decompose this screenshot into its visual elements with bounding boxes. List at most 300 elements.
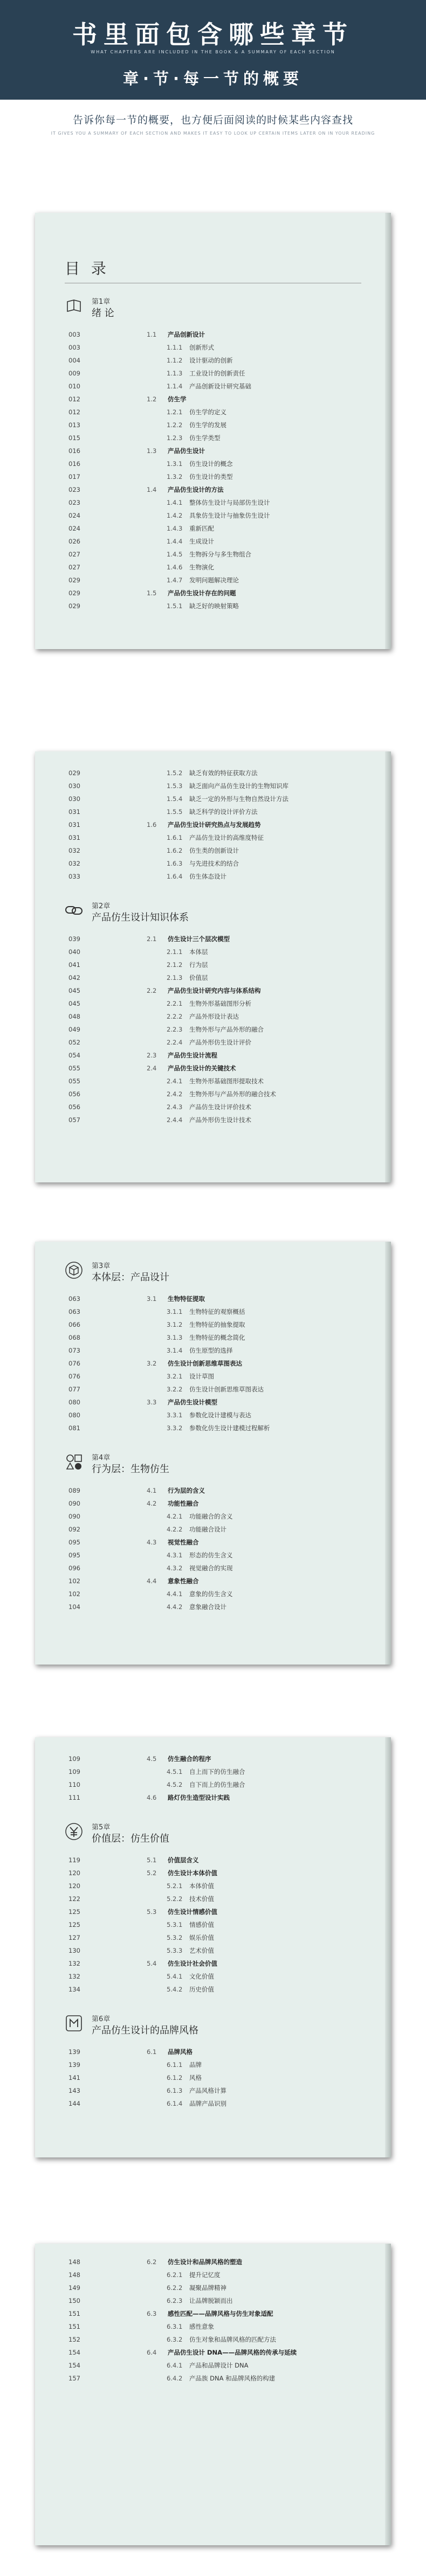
section-number: 1.5.1 (167, 602, 183, 610)
section-number: 4.3.1 (167, 1551, 183, 1559)
section-number: 1.1 (147, 331, 157, 338)
toc-subsection-row (68, 431, 359, 444)
chapter-title: 产品仿生设计知识体系 (92, 912, 189, 923)
chapter-title: 产品仿生设计的品牌风格 (92, 2025, 198, 2036)
section-number: 6.1.4 (167, 2100, 183, 2107)
section-title: 品牌风格 (168, 2048, 193, 2056)
page-number: 109 (68, 1755, 80, 1763)
page-number: 152 (68, 2336, 80, 2343)
section-number: 1.5.3 (167, 782, 183, 790)
page-number: 149 (68, 2284, 80, 2292)
toc-section-row (68, 587, 359, 600)
section-title: 产品仿生设计流程 (168, 1052, 217, 1059)
section-title: 让品牌脱颖而出 (189, 2297, 233, 2305)
section-number: 3.1.1 (167, 1308, 183, 1315)
section-number: 5.2.2 (167, 1895, 183, 1903)
page-number: 096 (68, 1564, 80, 1572)
section-title: 产品创新设计 (168, 331, 205, 338)
page-number: 119 (68, 1856, 80, 1864)
section-number: 5.4 (147, 1960, 157, 1967)
section-number: 4.3.2 (167, 1564, 183, 1572)
section-number: 1.4.1 (167, 499, 183, 506)
chapter-number: 第3章 (92, 1262, 111, 1270)
section-number: 6.2 (147, 2258, 157, 2266)
section-title: 产品仿生设计研究热点与发展趋势 (168, 821, 261, 829)
toc-subsection-row (68, 457, 359, 470)
section-number: 4.4.2 (167, 1603, 183, 1611)
section-number: 5.3.2 (167, 1934, 183, 1941)
section-number: 5.4.2 (167, 1986, 183, 1993)
page-number: 023 (68, 486, 80, 493)
page-number: 063 (68, 1308, 80, 1315)
page-number: 109 (68, 1768, 80, 1776)
section-number: 1.1.3 (167, 370, 183, 377)
section-title: 产品外形仿生设计评价 (189, 1039, 251, 1046)
page-number: 154 (68, 2362, 80, 2369)
page-number: 040 (68, 948, 80, 956)
page-number: 139 (68, 2061, 80, 2069)
toc-section-row (68, 1854, 359, 1867)
page-number: 089 (68, 1487, 80, 1494)
page-number: 049 (68, 1026, 80, 1033)
toc-subsection-row (68, 870, 359, 883)
page-number: 150 (68, 2297, 80, 2305)
toc-subsection-row (68, 1305, 359, 1318)
section-number: 5.3 (147, 1908, 157, 1916)
section-title: 产品风格计算 (189, 2087, 226, 2094)
section-title: 自下而上的仿生融合 (189, 1781, 245, 1788)
page-number: 029 (68, 769, 80, 777)
page-number: 012 (68, 395, 80, 403)
toc-section-row (68, 1867, 359, 1879)
toc-subsection-row (68, 1101, 359, 1113)
section-title: 参数化仿生设计建模过程解析 (189, 1424, 270, 1432)
section-number: 1.4.5 (167, 551, 183, 558)
section-title: 缺乏科学的设计评价方法 (189, 808, 258, 816)
section-title: 产品仿生设计研究内容与体系结构 (168, 987, 261, 994)
header-banner (0, 0, 426, 100)
section-title: 产品和品牌设计 DNA (189, 2362, 249, 2369)
cube-icon (65, 1261, 83, 1279)
section-number: 1.6.1 (167, 834, 183, 841)
toc-subsection-row (68, 1983, 359, 1996)
toc-section-row (68, 2045, 359, 2058)
toc-subsection-row (68, 997, 359, 1010)
intro-english: IT GIVES YOU A SUMMARY OF EACH SECTION AND MAKES IT EASY TO LOOK UP CERTAIN ITEMS LATER ON IN YOUR READING (51, 131, 375, 136)
toc-subsection-row (68, 535, 359, 548)
section-number: 6.1.2 (167, 2074, 183, 2081)
toc-section-row (68, 984, 359, 997)
section-number: 1.5 (147, 589, 157, 597)
toc-subsection-row (68, 2097, 359, 2110)
section-title: 设计驱动的创新 (189, 357, 233, 364)
book-page-2 (35, 751, 391, 1182)
page-number: 102 (68, 1590, 80, 1598)
section-number: 1.2.3 (167, 434, 183, 442)
section-number: 3.2 (147, 1360, 157, 1367)
section-title: 形态的仿生含义 (189, 1551, 233, 1559)
toc-subsection-row (68, 354, 359, 367)
section-number: 2.3 (147, 1052, 157, 1059)
page-number: 125 (68, 1921, 80, 1928)
chapter-number: 第1章 (92, 298, 111, 306)
toc-subsection-row (68, 522, 359, 535)
page-title: 书里面包含哪些章节 (72, 20, 354, 49)
value-icon (65, 1822, 83, 1841)
toc-subsection-row (68, 945, 359, 958)
toc-section-row (68, 1536, 359, 1549)
toc-subsection-row (68, 1970, 359, 1983)
toc-subsection-row (68, 2058, 359, 2071)
section-number: 2.4.4 (167, 1116, 183, 1124)
section-title: 生物特征的观察概括 (189, 1308, 245, 1315)
toc-subsection-row (68, 1023, 359, 1036)
toc-subsection-row (68, 779, 359, 792)
section-title: 情感价值 (189, 1921, 214, 1928)
section-number: 6.2.2 (167, 2284, 183, 2292)
toc-section-row (68, 328, 359, 341)
section-title: 产品仿生设计存在的问题 (168, 589, 236, 597)
section-number: 6.1.3 (167, 2087, 183, 2094)
page-number: 151 (68, 2323, 80, 2330)
section-title: 价值层含义 (168, 1856, 199, 1864)
toc-subsection-row (68, 1370, 359, 1383)
section-title: 生物外形基础图形分析 (189, 1000, 251, 1007)
section-title: 文化价值 (189, 1973, 214, 1980)
toc-section-row (68, 2255, 359, 2268)
toc-section-row (68, 1357, 359, 1370)
chapter-title: 本体层：产品设计 (92, 1272, 169, 1283)
section-number: 2.1.2 (167, 961, 183, 969)
page-number: 004 (68, 357, 80, 364)
page-number: 016 (68, 460, 80, 468)
page-number: 120 (68, 1882, 80, 1890)
section-number: 2.2.2 (167, 1013, 183, 1020)
section-number: 2.2.1 (167, 1000, 183, 1007)
page-number: 066 (68, 1321, 80, 1328)
section-title: 缺乏有效的特征获取方法 (189, 769, 258, 777)
toc-subsection-row (68, 470, 359, 483)
section-title: 产品仿生设计的方法 (168, 486, 224, 493)
section-title: 路灯仿生造型设计实践 (168, 1794, 230, 1801)
toc-section-row (68, 483, 359, 496)
chapter-number: 第2章 (92, 902, 111, 910)
page-number: 026 (68, 538, 80, 545)
page-number: 045 (68, 1000, 80, 1007)
section-title: 缺乏好的映射策略 (189, 602, 239, 610)
toc-list (68, 1854, 359, 1996)
page-number: 056 (68, 1103, 80, 1111)
toc-section-row (68, 1957, 359, 1970)
toc-subsection-row (68, 1600, 359, 1613)
toc-section-row (68, 1062, 359, 1075)
section-title: 整体仿生设计与局部仿生设计 (189, 499, 270, 506)
section-number: 2.4.3 (167, 1103, 183, 1111)
section-number: 4.5.2 (167, 1781, 183, 1788)
section-title: 缺乏面向产品仿生设计的生物知识库 (189, 782, 288, 790)
toc-section-row (68, 1905, 359, 1918)
page-number: 033 (68, 873, 80, 880)
page-number: 144 (68, 2100, 80, 2107)
page-number: 031 (68, 834, 80, 841)
toc-subsection-row (68, 2372, 359, 2385)
toc-subsection-row (68, 1510, 359, 1523)
chapter-header (65, 1819, 345, 1846)
section-number: 1.4.4 (167, 538, 183, 545)
page-number: 076 (68, 1360, 80, 1367)
page-number: 039 (68, 935, 80, 943)
page-number: 015 (68, 434, 80, 442)
page-number: 055 (68, 1064, 80, 1072)
page-number: 090 (68, 1513, 80, 1520)
toc-subsection-row (68, 2281, 359, 2294)
section-number: 5.2.1 (167, 1882, 183, 1890)
toc-list (68, 2045, 359, 2110)
section-title: 意象性融合 (168, 1577, 199, 1585)
section-number: 3.1 (147, 1295, 157, 1303)
section-number: 4.2.1 (167, 1513, 183, 1520)
page-number: 029 (68, 589, 80, 597)
section-number: 4.4 (147, 1577, 157, 1585)
section-number: 2.1.3 (167, 974, 183, 981)
section-title: 行为层 (189, 961, 208, 969)
toc-section-row (68, 1752, 359, 1765)
section-number: 1.5.4 (167, 795, 183, 803)
section-title: 产品仿生设计评价技术 (189, 1103, 251, 1111)
page-number: 029 (68, 576, 80, 584)
section-number: 3.3.2 (167, 1424, 183, 1432)
page-number: 016 (68, 447, 80, 455)
section-number: 6.4 (147, 2349, 157, 2356)
section-number: 6.1.1 (167, 2061, 183, 2069)
section-title: 生物外形基础图形提取技术 (189, 1077, 264, 1085)
page-number: 143 (68, 2087, 80, 2094)
section-number: 3.2.1 (167, 1373, 183, 1380)
page-number: 012 (68, 408, 80, 416)
page-number: 032 (68, 860, 80, 867)
page-number: 104 (68, 1603, 80, 1611)
section-title: 发明问题解决理论 (189, 576, 239, 584)
section-title: 仿生体态设计 (189, 873, 226, 880)
section-title: 产品仿生设计 DNA——品牌风格的传承与延续 (168, 2349, 297, 2356)
section-number: 5.3.3 (167, 1947, 183, 1954)
toc-subsection-row (68, 958, 359, 971)
section-number: 1.2.2 (167, 421, 183, 429)
toc-subsection-row (68, 2084, 359, 2097)
section-number: 4.5.1 (167, 1768, 183, 1776)
toc-subsection-row (68, 1778, 359, 1791)
toc-section-row (68, 1575, 359, 1588)
section-title: 生物拆分与多生物组合 (189, 551, 251, 558)
page-number: 157 (68, 2375, 80, 2382)
section-title: 仿生学的定义 (189, 408, 226, 416)
section-title: 风格 (189, 2074, 202, 2081)
section-title: 产品族 DNA 和品牌风格的构建 (189, 2375, 276, 2382)
page-number: 010 (68, 382, 80, 390)
page-number: 130 (68, 1947, 80, 1954)
section-title: 仿生设计的类型 (189, 473, 233, 481)
section-title: 产品仿生设计的关键技术 (168, 1064, 236, 1072)
page-number: 017 (68, 473, 80, 481)
page-number: 031 (68, 821, 80, 829)
section-number: 1.3.1 (167, 460, 183, 468)
section-title: 重新匹配 (189, 525, 214, 532)
section-title: 仿生对象和品牌风格的匹配方法 (189, 2336, 276, 2343)
toc-subsection-row (68, 509, 359, 522)
page-number: 057 (68, 1116, 80, 1124)
section-number: 5.4.1 (167, 1973, 183, 1980)
section-title: 产品外形设计表达 (189, 1013, 239, 1020)
toc-heading: 目 录 (65, 260, 109, 277)
section-number: 2.4.1 (167, 1077, 183, 1085)
toc-subsection-row (68, 2320, 359, 2333)
toc-subsection-row (68, 1331, 359, 1344)
toc-subsection-row (68, 1383, 359, 1396)
section-number: 3.3 (147, 1398, 157, 1406)
section-number: 4.2.2 (167, 1526, 183, 1533)
section-title: 生物外形与产品外形的融合技术 (189, 1090, 276, 1098)
section-number: 1.1.1 (167, 344, 183, 351)
page-number: 120 (68, 1869, 80, 1877)
page-number: 031 (68, 808, 80, 816)
section-number: 6.1 (147, 2048, 157, 2056)
page-number: 132 (68, 1973, 80, 1980)
page-number: 141 (68, 2074, 80, 2081)
section-title: 历史价值 (189, 1986, 214, 1993)
toc-list (68, 1484, 359, 1613)
toc-subsection-row (68, 341, 359, 354)
section-number: 6.4.2 (167, 2375, 183, 2382)
toc-section-row (68, 2307, 359, 2320)
toc-subsection-row (68, 548, 359, 561)
section-number: 2.2.4 (167, 1039, 183, 1046)
page-number: 048 (68, 1013, 80, 1020)
section-title: 生成设计 (189, 538, 214, 545)
section-title: 仿生设计创新思维草图表达 (189, 1386, 264, 1393)
page-number: 148 (68, 2271, 80, 2279)
page-number: 029 (68, 602, 80, 610)
section-title: 工业设计的创新责任 (189, 370, 245, 377)
section-title: 提升记忆度 (189, 2271, 221, 2279)
section-title: 产品外形仿生设计技术 (189, 1116, 251, 1124)
page-number: 073 (68, 1347, 80, 1354)
section-number: 1.6 (147, 821, 157, 829)
chapter-title: 行为层：生物仿生 (92, 1464, 169, 1475)
section-number: 1.5.5 (167, 808, 183, 816)
section-title: 生物外形与产品外形的融合 (189, 1026, 264, 1033)
section-title: 与先进技术的结合 (189, 860, 239, 867)
page-number: 095 (68, 1538, 80, 1546)
section-number: 5.2 (147, 1869, 157, 1877)
section-title: 功能融合的含义 (189, 1513, 233, 1520)
section-title: 生物特征的概念简化 (189, 1334, 245, 1341)
chapter-number: 第6章 (92, 2015, 111, 2023)
section-number: 4.6 (147, 1794, 157, 1801)
section-title: 价值层 (189, 974, 208, 981)
section-title: 仿生设计本体价值 (168, 1869, 217, 1877)
book-page-3 (35, 1242, 391, 1665)
page-number: 027 (68, 563, 80, 571)
section-title: 品牌 (189, 2061, 202, 2069)
intro-text: 告诉你每一节的概要，也方便后面阅读的时候某些内容查找 (72, 114, 353, 126)
section-title: 自上而下的仿生融合 (189, 1768, 245, 1776)
section-number: 1.4.7 (167, 576, 183, 584)
toc-section-row (68, 932, 359, 945)
section-title: 行为层的含义 (168, 1487, 205, 1494)
section-number: 5.3.1 (167, 1921, 183, 1928)
toc-subsection-row (68, 1088, 359, 1101)
toc-subsection-row (68, 792, 359, 805)
toc-subsection-row (68, 574, 359, 587)
toc-list (68, 932, 359, 1126)
toc-section-row (68, 1484, 359, 1497)
section-number: 1.1.4 (167, 382, 183, 390)
section-number: 1.6.3 (167, 860, 183, 867)
toc-subsection-row (68, 1318, 359, 1331)
section-number: 4.3 (147, 1538, 157, 1546)
page-number: 030 (68, 795, 80, 803)
section-title: 参数化设计建模与表达 (189, 1411, 251, 1419)
section-title: 仿生设计创新思维草图表达 (168, 1360, 242, 1367)
chapter-header (65, 898, 345, 925)
toc-subsection-row (68, 1562, 359, 1575)
toc-list (68, 2255, 359, 2385)
section-number: 2.4 (147, 1064, 157, 1072)
page-number: 042 (68, 974, 80, 981)
toc-subsection-row (68, 1523, 359, 1536)
page-number: 148 (68, 2258, 80, 2266)
toc-section-row (68, 1791, 359, 1804)
section-number: 1.4.6 (167, 563, 183, 571)
section-title: 具象仿生设计与抽象仿生设计 (189, 512, 270, 519)
section-number: 6.3.1 (167, 2323, 183, 2330)
page-number: 068 (68, 1334, 80, 1341)
section-title: 意象的仿生含义 (189, 1590, 233, 1598)
chapter-header (65, 294, 345, 321)
toc-subsection-row (68, 1344, 359, 1357)
chapter-header (65, 1258, 345, 1285)
section-title: 产品仿生设计模型 (168, 1398, 217, 1406)
page-number: 090 (68, 1500, 80, 1507)
toc-subsection-row (68, 1588, 359, 1600)
toc-section-row (68, 1396, 359, 1409)
page-number: 023 (68, 499, 80, 506)
page-number: 013 (68, 421, 80, 429)
section-title: 意象融合设计 (189, 1603, 226, 1611)
toc-subsection-row (68, 1918, 359, 1931)
toc-subsection-row (68, 767, 359, 779)
toc-subsection-row (68, 1409, 359, 1422)
chapter-header (65, 1450, 345, 1477)
section-title: 感性匹配——品牌风格与仿生对象适配 (168, 2310, 273, 2317)
book-icon (65, 297, 83, 315)
page-number: 095 (68, 1551, 80, 1559)
page-number: 080 (68, 1398, 80, 1406)
toc-section-row (68, 818, 359, 831)
section-title: 产品仿生设计 (168, 447, 205, 455)
section-number: 4.1 (147, 1487, 157, 1494)
section-title: 仿生设计社会价值 (168, 1960, 217, 1967)
toc-subsection-row (68, 971, 359, 984)
section-number: 2.2 (147, 987, 157, 994)
toc-subsection-row (68, 1036, 359, 1049)
toc-subsection-row (68, 1113, 359, 1126)
section-number: 6.2.1 (167, 2271, 183, 2279)
section-title: 创新形式 (189, 344, 214, 351)
section-title: 功能融合设计 (189, 1526, 226, 1533)
section-number: 2.1 (147, 935, 157, 943)
section-number: 1.2.1 (167, 408, 183, 416)
